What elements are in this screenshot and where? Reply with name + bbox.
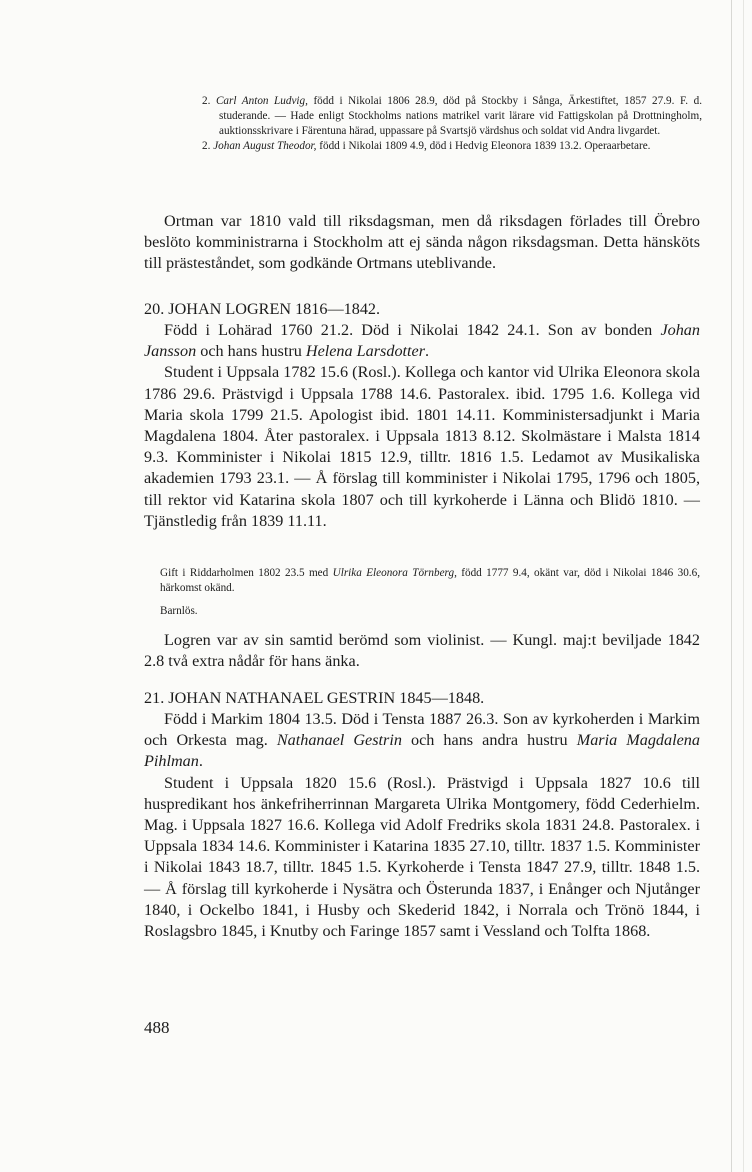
children-info: Barnlös. — [160, 605, 198, 618]
ortman-note: Ortman var 1810 vald till riksdagsman, men då riksdagen förlades till Örebro beslöto komministrarna i Stockholm att ej sända någon riksdagsman. Detta hänsköts till prästeståndet, som godkände Ortmans uteblivande. — [144, 212, 700, 273]
marriage-info: Gift i Riddarholmen 1802 23.5 med Ulrika Eleonora Törnberg, född 1777 9.4, okänt var, död i Nikolai 1846 30.6, härkomst okänd. — [160, 567, 700, 595]
page-edge-line — [731, 0, 732, 1172]
entry-heading: 21. JOHAN NATHANAEL GESTRIN 1845—1848. — [144, 689, 485, 707]
entry-21 — [144, 688, 700, 942]
children-list — [202, 94, 702, 154]
entry-heading: 20. JOHAN LOGREN 1816—1842. — [144, 300, 381, 318]
page-edge-line-outer — [743, 0, 744, 1172]
entry-20 — [144, 299, 700, 532]
entry-20-marriage — [160, 566, 700, 619]
page-number: 488 — [144, 1018, 170, 1037]
child-entry: 2. Carl Anton Ludvig, född i Nikolai 1806 28.9, död på Stockby i Sånga, Ärkestiftet, 1857 27.9. F. d. studerande. — Hade enligt Stockholms nations matrikel varit lärare vid Fattigskolan på Drottningholm, auktionsskrivare i Färentuna härad, uppassare på Svartsjö värdshus och soldat vid Andra livgardet. — [202, 95, 702, 138]
career-info: Student i Uppsala 1782 15.6 (Rosl.). Kollega och kantor vid Ulrika Eleonora skola 1786 29.6. Prästvigd i Uppsala 1788 14.6. Pastoralex. ibid. 1795 1.6. Kollega vid Maria skola 1799 21.5. Apologist ibid. 1801 14.11. Komministersadjunkt i Maria Magdalena 1804. Åter pastoralex. i Uppsala 1813 8.12. Skolmästare i Malsta 1814 9.3. Komminister i Nikolai 1815 12.9, tilltr. 1816 1.5. Ledamot av Musikaliska akademien 1793 23.1. — Å förslag till komminister i Nikolai 1795, 1796 och 1805, till rektor vid Katarina skola 1807 och till kyrkoherde i Länna och Blidö 1810. — Tjänstledig från 1839 11.11. — [144, 363, 700, 530]
birth-info: Född i Lohärad 1760 21.2. Död i Nikolai 1842 24.1. Son av bonden Johan Jansson och hans hustru Helena Larsdotter. — [144, 321, 700, 361]
career-info: Student i Uppsala 1820 15.6 (Rosl.). Prästvigd i Uppsala 1827 10.6 till huspredikant hos änkefriherrinnan Margareta Ulrika Montgomery, född Cederhielm. Mag. i Uppsala 1827 16.6. Kollega vid Adolf Fredriks skola 1831 24.8. Pastoralex. i Uppsala 1834 14.6. Komminister i Katarina 1835 27.10, tilltr. 1837 1.5. Komminister i Nikolai 1843 18.7, tilltr. 1845 1.5. Kyrkoherde i Tensta 1847 27.9, tilltr. 1848 1.5. — Å förslag till kyrkoherde i Nysätra och Österunda 1837, i Enånger och Njutånger 1840, i Ockelbo 1841, i Husby och Skederid 1842, i Norrala och Trönö 1844, i Roslagsbro 1845, i Knutby och Faringe 1857 samt i Vessland och Tolfta 1868. — [144, 773, 700, 941]
birth-info: Född i Markim 1804 13.5. Död i Tensta 1887 26.3. Son av kyrkoherden i Markim och Orkesta mag. Nathanael Gestrin och hans andra hustru Maria Magdalena Pihlman. — [144, 710, 700, 771]
entry-20-note: Logren var av sin samtid berömd som violinist. — Kungl. maj:t beviljade 1842 2.8 två extra nådår för hans änka. — [144, 631, 700, 671]
child-entry: 2. Johan August Theodor, född i Nikolai 1809 4.9, död i Hedvig Eleonora 1839 13.2. Operaarbetare. — [202, 140, 651, 153]
